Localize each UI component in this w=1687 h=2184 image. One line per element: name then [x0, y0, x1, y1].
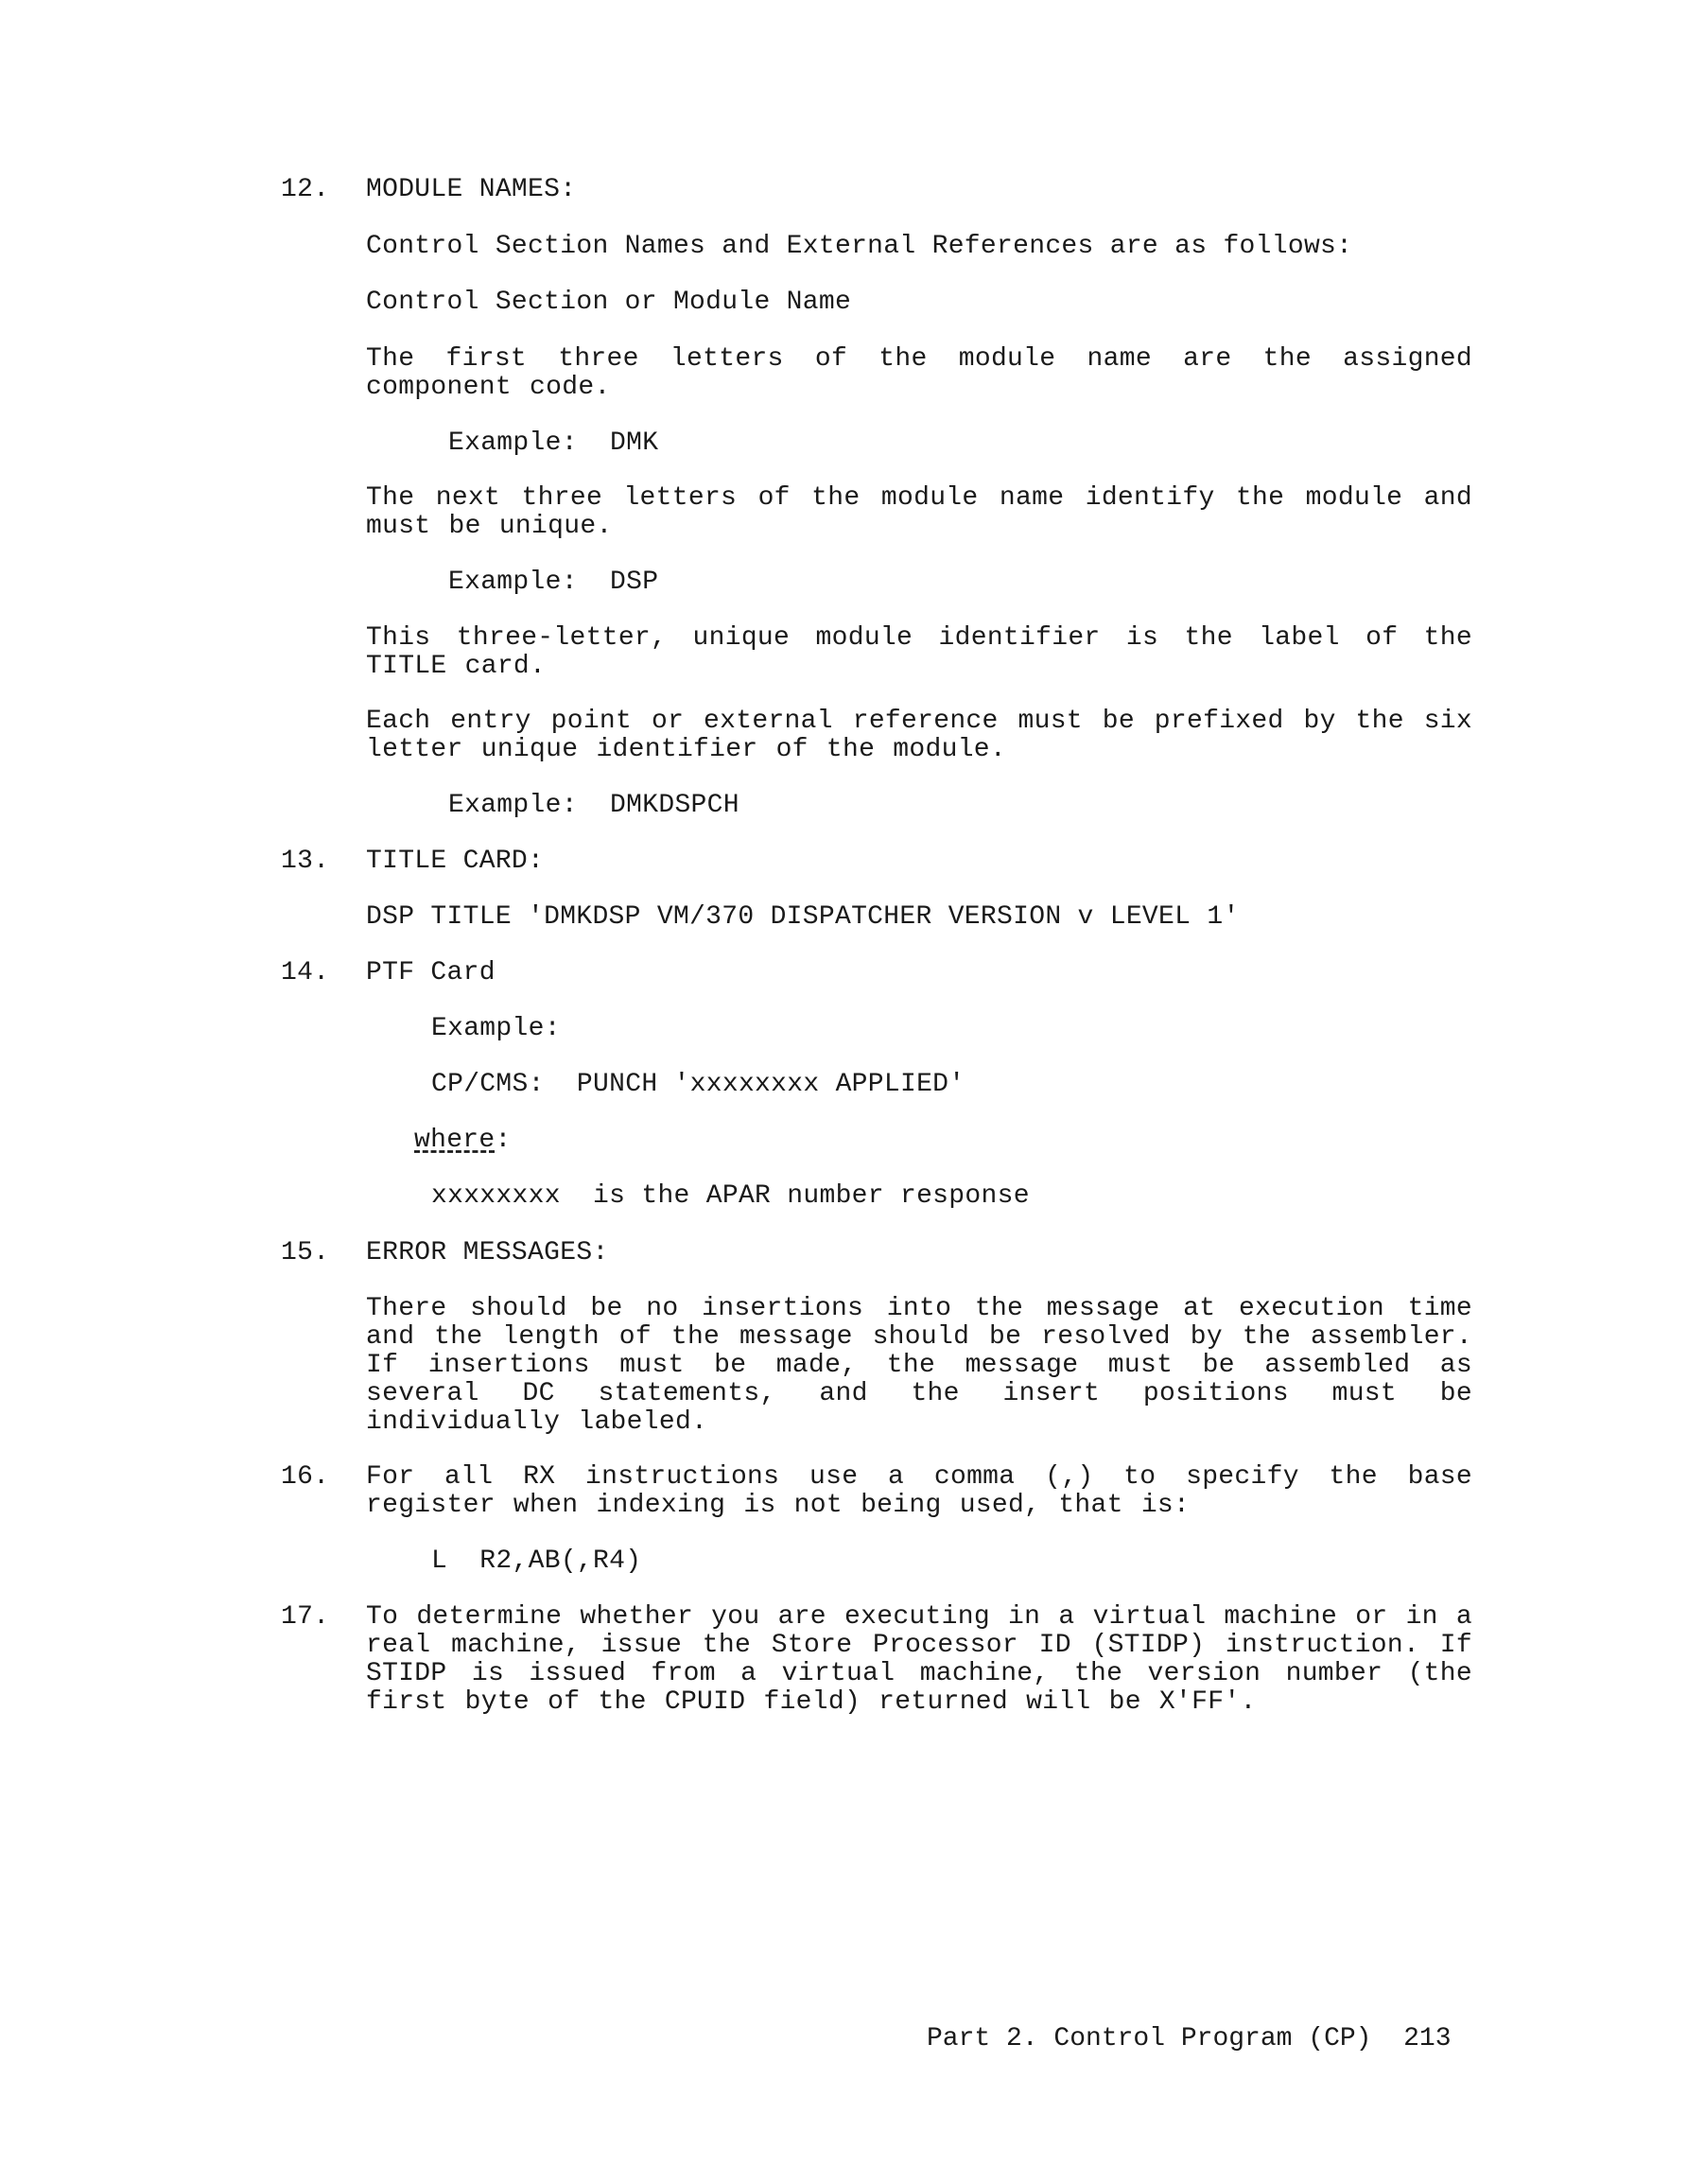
item-12-example-2: Example: DSP — [448, 568, 659, 597]
item-14-title: PTF Card — [366, 958, 496, 987]
item-15-title: ERROR MESSAGES: — [366, 1238, 609, 1267]
item-16-paragraph: For all RX instructions use a comma (,) to specify the base register when indexing is not being used, that is: — [366, 1462, 1472, 1520]
item-14-where-colon: : — [495, 1126, 512, 1155]
item-17-paragraph: To determine whether you are executing in a virtual machine or in a real machine, issue the Store Processor ID (STIDP) instruction. If STIDP is issued from a virtual machine, the version number (the first byte of the CPUID field) returned will be X'FF'. — [366, 1602, 1472, 1717]
item-12-intro: Control Section Names and External References are as follows: — [366, 232, 1353, 261]
item-12-subhead: Control Section or Module Name — [366, 288, 852, 317]
item-15-number: 15. — [281, 1238, 330, 1267]
item-12-paragraph-4: Each entry point or external reference must be prefixed by the six letter unique identifier of the module. — [366, 707, 1472, 764]
item-12-paragraph-1: The first three letters of the module name are the assigned component code. — [366, 344, 1472, 402]
item-14-code: CP/CMS: PUNCH 'xxxxxxxx APPLIED' — [431, 1070, 965, 1099]
item-14-where-word: where — [414, 1126, 496, 1155]
item-17-number: 17. — [281, 1602, 330, 1632]
item-13-code: DSP TITLE 'DMKDSP VM/370 DISPATCHER VERSION v LEVEL 1' — [366, 902, 1240, 932]
item-16-number: 16. — [281, 1462, 330, 1492]
item-12-example-1: Example: DMK — [448, 428, 659, 458]
item-12-paragraph-3: This three-letter, unique module identifier is the label of the TITLE card. — [366, 623, 1472, 681]
page-footer: Part 2. Control Program (CP) 213 — [927, 2024, 1452, 2053]
item-15-paragraph: There should be no insertions into the message at execution time and the length of the message should be resolved by the assembler. If insertions must be made, the message must be assembled as several DC statements, and the insert positions must be individually labeled. — [366, 1294, 1472, 1437]
item-12-paragraph-2: The next three letters of the module name identify the module and must be unique. — [366, 483, 1472, 541]
item-13-title: TITLE CARD: — [366, 847, 545, 876]
item-12-title: MODULE NAMES: — [366, 175, 577, 204]
item-13-number: 13. — [281, 847, 330, 876]
item-14-definition: xxxxxxxx is the APAR number response — [431, 1181, 1030, 1211]
item-12-example-3: Example: DMKDSPCH — [448, 791, 739, 820]
item-16-code: L R2,AB(,R4) — [431, 1546, 642, 1576]
item-14-example-label: Example: — [431, 1014, 561, 1043]
item-14-where — [414, 1127, 512, 1155]
item-14-number: 14. — [281, 958, 330, 987]
item-12-number: 12. — [281, 175, 330, 204]
